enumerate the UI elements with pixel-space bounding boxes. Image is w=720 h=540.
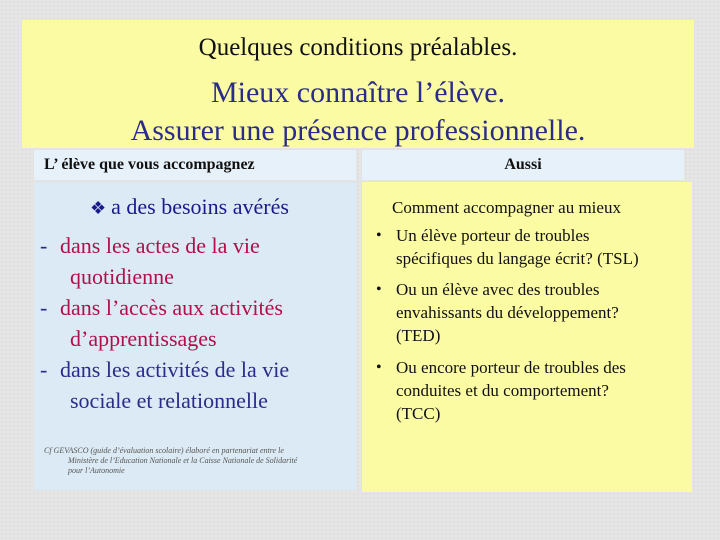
list-item-line-1: Un élève porteur de troubles [396, 226, 590, 245]
citation-line-3: pour l’Autonomie [68, 466, 125, 475]
dash-marker: - [40, 295, 48, 320]
title-line-1: Quelques conditions préalables. [198, 34, 518, 61]
dash-marker: - [40, 233, 48, 258]
right-intro: Comment accompagner au mieux [392, 198, 621, 217]
list-item-line-1: dans les actes de la vie [60, 233, 260, 258]
list-item-line-2: sociale et relationnelle [70, 388, 268, 413]
list-item-line-1: dans les activités de la vie [60, 357, 290, 382]
left-panel [34, 182, 356, 490]
dot-bullet-icon: • [376, 359, 382, 376]
dot-bullet-icon: • [376, 227, 382, 244]
list-item-line-3: (TED) [396, 326, 441, 345]
citation [44, 446, 344, 476]
list-item-line-1: Ou encore porteur de troubles des [396, 358, 626, 377]
list-item-line-1: Ou un élève avec des troubles [396, 280, 600, 299]
list-item [40, 354, 289, 416]
main-bullet-text: a des besoins avérés [111, 194, 289, 219]
list-item [376, 356, 626, 425]
list-item-line-2: envahissants du développement? [396, 303, 619, 322]
diamond-bullet-icon: ❖ [90, 198, 107, 218]
list-item-line-2: quotidienne [70, 264, 174, 289]
list-item-line-2: d’apprentissages [70, 326, 217, 351]
title-line-3: Assurer une présence professionnelle. [130, 114, 586, 147]
list-item [40, 292, 283, 354]
title-box [22, 20, 694, 148]
title-line-2: Mieux connaître l’élève. [210, 76, 506, 109]
list-item-line-2: spécifiques du langage écrit? (TSL) [396, 249, 639, 268]
citation-line-1: Cf GEVASCO (guide d’évaluation scolaire) élaboré en partenariat entre le [44, 446, 284, 455]
list-item-line-2: conduites et du comportement? [396, 381, 609, 400]
list-item [376, 278, 619, 347]
list-item-line-3: (TCC) [396, 404, 441, 423]
list-item [40, 230, 260, 292]
citation-line-2: Ministère de l’Education Nationale et la Caisse Nationale de Solidarité [68, 456, 298, 465]
main-bullet [90, 194, 289, 220]
list-item [376, 224, 639, 270]
list-item-line-1: dans l’accès aux activités [60, 295, 283, 320]
right-header: Aussi [362, 150, 684, 180]
dash-marker: - [40, 357, 48, 382]
dot-bullet-icon: • [376, 281, 382, 298]
left-header: L’ élève que vous accompagnez [34, 150, 356, 180]
right-panel [362, 182, 692, 492]
